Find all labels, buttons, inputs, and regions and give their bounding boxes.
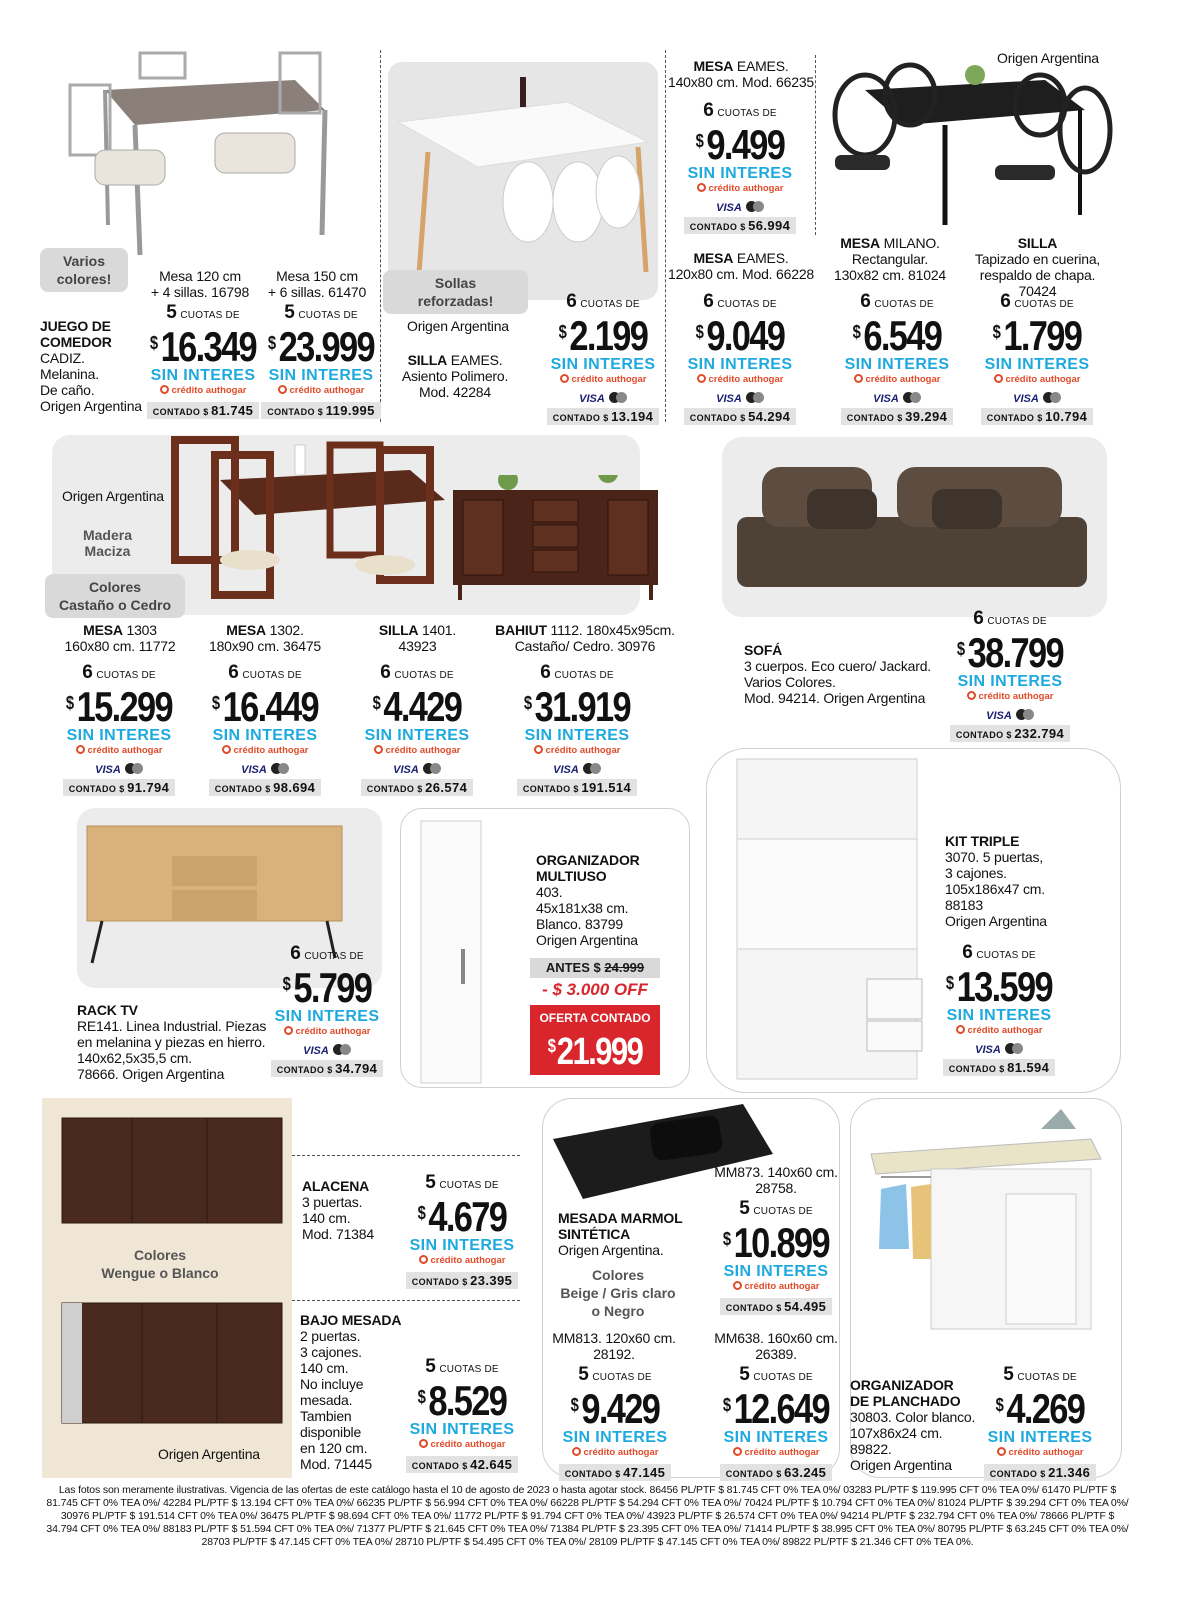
eames-set-image <box>388 62 658 300</box>
mastercard-icon <box>1016 709 1034 720</box>
credito-logo-icon <box>160 385 169 394</box>
credito-logo-icon <box>733 1447 742 1456</box>
alacena-panel <box>42 1098 292 1478</box>
mesada-colores-tag: Colores Beige / Gris claro o Negro <box>560 1267 676 1319</box>
mastercard-icon <box>609 392 627 403</box>
price-mm873: 5 CUOTAS DE $10.899 SIN INTERES crédito authogar CONTADO $ 54.495 <box>711 1202 841 1316</box>
credito-logo-icon <box>733 1281 742 1290</box>
kit-triple-desc: KIT TRIPLE 3070. 5 puertas, 3 cajones. 105x186x47 cm. 88183 Origen Argentina <box>945 833 1047 929</box>
mastercard-icon <box>746 201 764 212</box>
mesa-1302-desc: MESA 1302. 180x90 cm. 36475 <box>209 622 321 654</box>
credito-logo-icon <box>997 1447 1006 1456</box>
visa-icon: VISA <box>553 764 579 776</box>
price-mesa-1302: 6 CUOTAS DE $16.449 SIN INTERES crédito authogar VISA CONTADO $ 98.694 <box>200 666 330 797</box>
wood-dining-image <box>170 430 470 615</box>
mastercard-icon <box>125 763 143 774</box>
credito-logo-icon <box>572 1447 581 1456</box>
mastercard-icon <box>1005 1043 1023 1054</box>
juego-option-1: Mesa 120 cm + 4 sillas. 16798 <box>150 268 250 300</box>
visa-icon: VISA <box>716 393 742 405</box>
visa-icon: VISA <box>986 710 1012 722</box>
price-rack-tv: 6 CUOTAS DE $5.799 SIN INTERES crédito authogar VISA CONTADO $ 34.794 <box>262 947 392 1078</box>
organizador-multiuso-desc: ORGANIZADOR MULTIUSO 403. 45x181x38 cm. Blanco. 83799 Origen Argentina <box>536 852 640 948</box>
price-mesa-eames-120: 6 CUOTAS DE $9.049 SIN INTERES crédito authogar VISA CONTADO $ 54.294 <box>675 295 805 426</box>
credito-logo-icon <box>697 374 706 383</box>
visa-icon: VISA <box>1013 393 1039 405</box>
mastercard-icon <box>1043 392 1061 403</box>
sofa-desc: SOFÁ 3 cuerpos. Eco cuero/ Jackard. Varios Colores. Mod. 94214. Origen Argentina <box>744 642 931 706</box>
oferta-contado-box: OFERTA CONTADO $21.999 <box>530 1005 660 1075</box>
alacena-colores-tag: Colores Wengue o Blanco <box>101 1247 219 1281</box>
juego-comedor-details: CADIZ. Melanina. De caño. Origen Argentina <box>40 350 142 414</box>
alacena-desc: ALACENA 3 puertas. 140 cm. Mod. 71384 <box>302 1178 374 1242</box>
mastercard-icon <box>583 763 601 774</box>
price-silla-milano: 6 CUOTAS DE $1.799 SIN INTERES crédito authogar VISA CONTADO $ 10.794 <box>972 295 1102 426</box>
price-mesa-1303: 6 CUOTAS DE $15.299 SIN INTERES crédito authogar VISA CONTADO $ 91.794 <box>54 666 184 797</box>
credito-logo-icon <box>374 745 383 754</box>
credito-logo-icon <box>967 691 976 700</box>
eames-origin: Origen Argentina <box>407 318 509 334</box>
mm813-desc: MM813. 120x60 cm. 28192. <box>552 1330 676 1362</box>
price-mm638: 5 CUOTAS DE $12.649 SIN INTERES crédito authogar CONTADO $ 63.245 <box>711 1368 841 1482</box>
price-bajo-mesada: 5 CUOTAS DE $8.529 SIN INTERES crédito authogar CONTADO $ 42.645 <box>397 1360 527 1474</box>
visa-icon: VISA <box>393 764 419 776</box>
visa-icon: VISA <box>975 1044 1001 1056</box>
divider <box>292 1300 520 1301</box>
mastercard-icon <box>333 1044 351 1055</box>
credito-logo-icon <box>278 385 287 394</box>
credito-logo-icon <box>534 745 543 754</box>
varios-colores-tag: Varios colores! <box>40 248 128 292</box>
planchado-desc: ORGANIZADOR DE PLANCHADO 30803. Color blanco. 107x86x24 cm. 89822. Origen Argentina <box>850 1377 976 1473</box>
mastercard-icon <box>423 763 441 774</box>
sofa-panel <box>722 437 1107 617</box>
price-bahiut: 6 CUOTAS DE $31.919 SIN INTERES crédito authogar VISA CONTADO $ 191.514 <box>512 666 642 797</box>
visa-icon: VISA <box>716 202 742 214</box>
mesa-eames-140-desc: MESA EAMES. 140x80 cm. Mod. 66235 <box>667 58 814 90</box>
alacena-origin: Origen Argentina <box>158 1446 260 1462</box>
bahiut-image <box>448 475 663 605</box>
juego-option-2: Mesa 150 cm + 6 sillas. 61470 <box>267 268 367 300</box>
visa-icon: VISA <box>95 764 121 776</box>
mesa-eames-120-desc: MESA EAMES. 120x80 cm. Mod. 66228 <box>667 250 814 282</box>
sillas-reforzadas-tag: Sollas reforzadas! <box>383 270 528 314</box>
price-mesa-eames-140: 6 CUOTAS DE $9.499 SIN INTERES crédito authogar VISA CONTADO $ 56.994 <box>675 104 805 235</box>
price-planchado: 5 CUOTAS DE $4.269 SIN INTERES crédito authogar CONTADO $ 21.346 <box>975 1368 1105 1482</box>
credito-logo-icon <box>560 374 569 383</box>
credito-logo-icon <box>956 1025 965 1034</box>
mm873-desc: MM873. 140x60 cm. 28758. <box>714 1164 838 1196</box>
milano-set-image <box>825 50 1115 230</box>
visa-icon: VISA <box>579 393 605 405</box>
antes-price: ANTES $ 24.999 <box>530 958 660 978</box>
credito-logo-icon <box>419 1255 428 1264</box>
rack-tv-desc: RACK TV RE141. Linea Industrial. Piezas en melanina y piezas en hierro. 140x62,5x35,5 cm. 78666. Origen Argentina <box>77 1002 267 1082</box>
mesa-1303-desc: MESA 1303 160x80 cm. 11772 <box>64 622 176 654</box>
silla-milano-desc: SILLA Tapizado en cuerina, respaldo de chapa. 70424 <box>974 235 1101 299</box>
mastercard-icon <box>903 392 921 403</box>
mesada-desc: MESADA MARMOL SINTÉTICA Origen Argentina. <box>558 1210 683 1258</box>
bajo-mesada-desc: BAJO MESADA 2 puertas. 3 cajones. 140 cm. No incluye mesada. Tambien disponible en 120 cm. Mod. 71445 <box>300 1312 402 1472</box>
discount-label: - $ 3.000 OFF <box>542 980 648 999</box>
price-alacena: 5 CUOTAS DE $4.679 SIN INTERES crédito authogar CONTADO $ 23.395 <box>397 1176 527 1290</box>
price-kit-triple: 6 CUOTAS DE $13.599 SIN INTERES crédito authogar VISA CONTADO $ 81.594 <box>934 946 1064 1077</box>
price-juego-120: 5 CUOTAS DE $16.349 SIN INTERES crédito authogar CONTADO $ 81.745 <box>138 306 268 420</box>
mastercard-icon <box>746 392 764 403</box>
juego-comedor-title: JUEGO DE COMEDOR <box>40 318 112 350</box>
bahiut-desc: BAHIUT 1112. 180x45x95cm. Castaño/ Cedro. 30976 <box>495 622 675 654</box>
mastercard-icon <box>271 763 289 774</box>
silla-eames-desc: SILLA EAMES. Asiento Polimero. Mod. 42284 <box>401 352 509 400</box>
price-juego-150: 5 CUOTAS DE $23.999 SIN INTERES crédito authogar CONTADO $ 119.995 <box>256 306 386 420</box>
credito-logo-icon <box>697 183 706 192</box>
divider <box>292 1155 520 1156</box>
visa-icon: VISA <box>873 393 899 405</box>
milano-origin: Origen Argentina <box>997 50 1099 66</box>
price-silla-1401: 6 CUOTAS DE $4.429 SIN INTERES crédito authogar VISA CONTADO $ 26.574 <box>352 666 482 797</box>
madera-origin: Origen Argentina <box>62 488 164 504</box>
credito-logo-icon <box>284 1026 293 1035</box>
dining-set-cadiz-image <box>60 45 350 270</box>
legal-footer: Las fotos son meramente ilustrativas. Vigencia de las ofertas de este catálogo hasta el 10 de agosto de 2023 o hasta agotar stock. 86456 PL/PTF $ 81.745 CFT 0% TEA 0%/ 03283 PL/PTF $ 119.995 CFT 0% TEA 0%/ 61470 PL/PTF $ 81.745 CFT 0% TEA 0%/ 42284 PL/PTF $ 13.194 CFT 0% TEA 0%/ 66235 PL/PTF $ 56.994 CFT 0% TEA 0%/ 66228 PL/PTF $ 54.294 CFT 0% TEA 0%/ 70424 PL/PTF $ 10.794 CFT 0% TEA 0%/ 81024 PL/PTF $ 39.294 CFT 0% TEA 0%/ 30976 PL/PTF $ 191.514 CFT 0% TEA 0%/ 36475 PL/PTF $ 98.694 CFT 0% TEA 0%/ 11772 PL/PTF $ 91.794 CFT 0% TEA 0%/ 43923 PL/PTF $ 26.574 CFT 0% TEA 0%/ 94214 PL/PTF $ 232.794 CFT 0% TEA 0%/ 78666 PL/PTF $ 34.794 CFT 0% TEA 0%/ 88183 PL/PTF $ 51.594 CFT 0% TEA 0%/ 71377 PL/PTF $ 21.645 CFT 0% TEA 0%/ 71384 PL/PTF $ 23.395 CFT 0% TEA 0%/ 71414 PL/PTF $ 38.995 CFT 0% TEA 0%/ 80795 PL/PTF $ 63.245 CFT 0% TEA 0%/ 28703 PL/PTF $ 47.145 CFT 0% TEA 0%/ 28710 PL/PTF $ 54.495 CFT 0% TEA 0%/ 28109 PL/PTF $ 47.145 CFT 0% TEA 0%/ 89822 PL/PTF $ 21.346 CFT 0% TEA 0%. <box>46 1484 1129 1548</box>
colores-castano-tag: Colores Castaño o Cedro <box>45 574 185 618</box>
credito-logo-icon <box>76 745 85 754</box>
madera-maciza-label: Madera Maciza <box>82 527 133 559</box>
visa-icon: VISA <box>303 1045 329 1057</box>
silla-1401-desc: SILLA 1401. 43923 <box>378 622 457 654</box>
credito-logo-icon <box>419 1439 428 1448</box>
price-mm813: 5 CUOTAS DE $9.429 SIN INTERES crédito authogar CONTADO $ 47.145 <box>550 1368 680 1482</box>
price-mesa-milano: 6 CUOTAS DE $6.549 SIN INTERES crédito authogar VISA CONTADO $ 39.294 <box>832 295 962 426</box>
mm638-desc: MM638. 160x60 cm. 26389. <box>714 1330 838 1362</box>
credito-logo-icon <box>222 745 231 754</box>
visa-icon: VISA <box>241 764 267 776</box>
mesa-milano-desc: MESA MILANO. Rectangular. 130x82 cm. 81024 <box>834 235 946 283</box>
price-silla-eames: 6 CUOTAS DE $2.199 SIN INTERES crédito authogar VISA CONTADO $ 13.194 <box>538 295 668 426</box>
credito-logo-icon <box>854 374 863 383</box>
credito-logo-icon <box>994 374 1003 383</box>
price-sofa: 6 CUOTAS DE $38.799 SIN INTERES crédito authogar VISA CONTADO $ 232.794 <box>945 612 1075 743</box>
